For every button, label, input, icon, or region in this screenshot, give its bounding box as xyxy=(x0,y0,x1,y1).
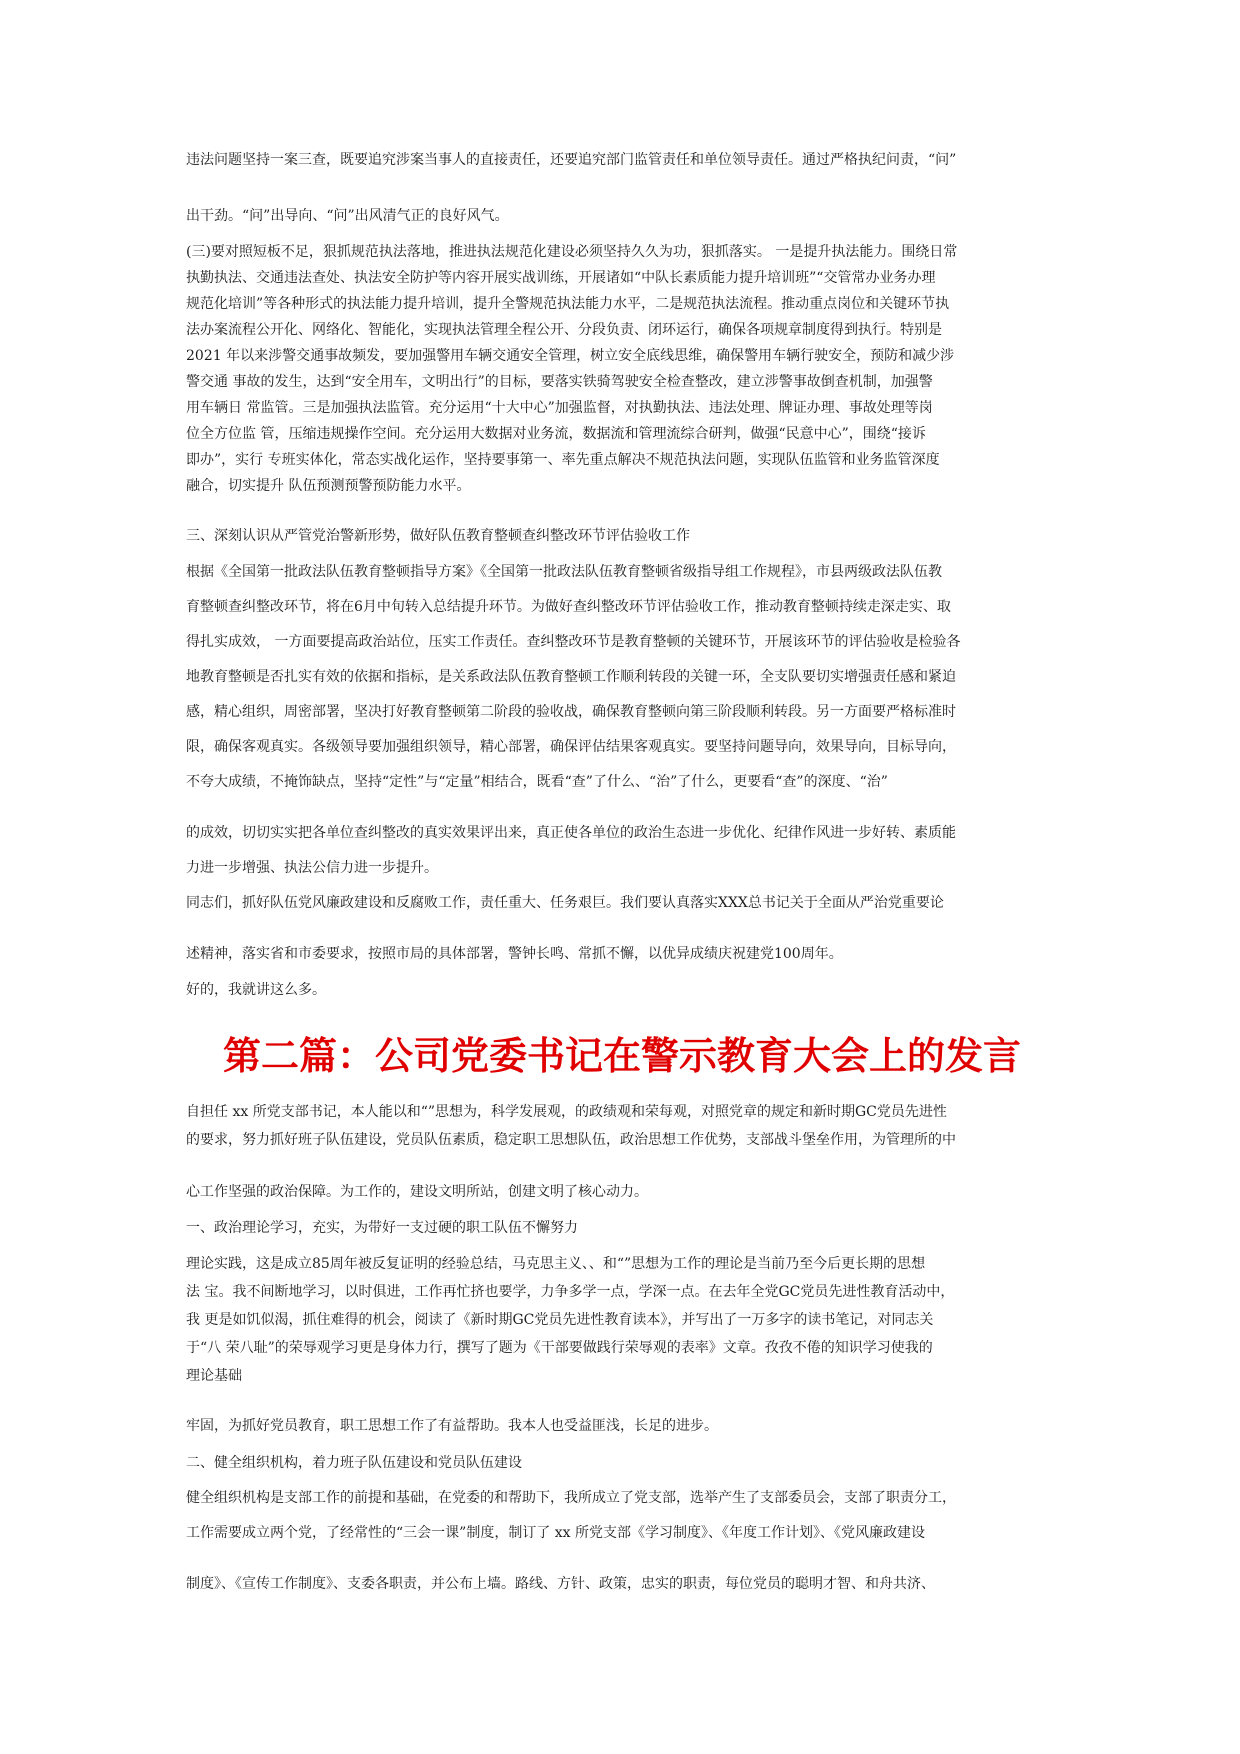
paragraph-line: 自担任 xx 所党支部书记，本人能以和“”思想为，科学发展观，的政绩观和荣每观，对照党章的规定和新时期GC党员先进性 xyxy=(186,1104,947,1120)
paragraph-line: 的成效，切切实实把各单位查纠整改的真实效果评出来，真正使各单位的政治生态进一步优化、纪律作风进一步好转、素质能 xyxy=(186,825,956,841)
paragraph-line: 牢固，为抓好党员教育，职工思想工作了有益帮助。我本人也受益匪浅，长足的进步。 xyxy=(186,1418,718,1434)
paragraph-line: 即办”，实行 专班实体化，常态实战化运作，坚持要事第一、率先重点解决不规范执法问题，实现队伍监管和业务监管深度 xyxy=(186,452,940,468)
paragraph-line: 根据《全国第一批政法队伍教育整顿指导方案》《全国第一批政法队伍教育整顿省级指导组工作规程》，市县两级政法队伍教 xyxy=(186,564,942,580)
paragraph-line: 于“八 荣八耻”的荣辱观学习更是身体力行，撰写了题为《干部要做践行荣辱观的表率》文章。孜孜不倦的知识学习使我的 xyxy=(186,1340,933,1356)
paragraph-line: 得扎实成效， 一方面要提高政治站位，压实工作责任。查纠整改环节是教育整顿的关键环节，开展该环节的评估验收是检验各 xyxy=(186,634,961,650)
paragraph-line: 制度》、《宣传工作制度》、支委各职责，并公布上墙。路线、方针、政策，忠实的职责，每位党员的聪明才智、和舟共济、 xyxy=(186,1576,935,1592)
paragraph-line: 法 宝。我不间断地学习，以时俱进，工作再忙挤也要学，力争多学一点，学深一点。在去年全党GC党员先进性教育活动中， xyxy=(186,1284,955,1300)
paragraph-line: 我 更是如饥似渴，抓住难得的机会，阅读了《新时期GC党员先进性教育读本》，并写出了一万多字的读书笔记，对同志关 xyxy=(186,1312,934,1328)
paragraph-line: 用车辆日 常监管。三是加强执法监管。充分运用“十大中心”加强监督，对执勤执法、违法处理、牌证办理、事故处理等岗 xyxy=(186,400,933,416)
paragraph-line: 不夸大成绩，不掩饰缺点，坚持“定性”与“定量”相结合，既看“查”了什么、“治”了什么，更要看“查”的深度、“治” xyxy=(186,774,888,790)
paragraph-line: 法办案流程公开化、网络化、智能化，实现执法管理全程公开、分段负责、闭环运行，确保各项规章制度得到执行。特别是 xyxy=(186,322,942,338)
paragraph-line: 位全方位监 管，压缩违规操作空间。充分运用大数据对业务流，数据流和管理流综合研判，做强“民意中心”，围绕“接诉 xyxy=(186,426,926,442)
paragraph-line: 的要求，努力抓好班子队伍建设，党员队伍素质，稳定职工思想队伍，政治思想工作优势，支部战斗堡垒作用，为管理所的中 xyxy=(186,1132,956,1148)
paragraph-line: 融合，切实提升 队伍预测预警预防能力水平。 xyxy=(186,478,471,494)
paragraph-line: 育整顿查纠整改环节，将在6月中旬转入总结提升环节。为做好查纠整改环节评估验收工作，推动教育整顿持续走深走实、取 xyxy=(186,599,951,615)
paragraph-line: 出干劲。“问”出导向、“问”出风清气正的良好风气。 xyxy=(186,208,509,224)
paragraph-line: 规范化培训”等各种形式的执法能力提升培训，提升全警规范执法能力水平，二是规范执法流程。推动重点岗位和关键环节执 xyxy=(186,296,950,312)
article-title: 第二篇：公司党委书记在警示教育大会上的发言 xyxy=(222,1034,1021,1078)
section-heading: 一、政治理论学习，充实，为带好一支过硬的职工队伍不懈努力 xyxy=(186,1220,578,1236)
paragraph-line: 违法问题坚持一案三查，既要追究涉案当事人的直接责任，还要追究部门监管责任和单位领导责任。通过严格执纪问责，“问” xyxy=(186,152,957,168)
paragraph-line: 工作需要成立两个党，了经常性的“三会一课”制度，制订了 xx 所党支部《学习制度》、《年度工作计划》、《党风廉政建设 xyxy=(186,1525,926,1541)
section-heading: 三、深刻认识从严管党治警新形势，做好队伍教育整顿查纠整改环节评估验收工作 xyxy=(186,528,690,544)
paragraph-line: (三)要对照短板不足，狠抓规范执法落地，推进执法规范化建设必须坚持久久为功，狠抓落实。 一是提升执法能力。围绕日常 xyxy=(186,244,958,260)
paragraph-line: 好的，我就讲这么多。 xyxy=(186,982,326,998)
paragraph-line: 2021 年以来涉警交通事故频发，要加强警用车辆交通安全管理，树立安全底线思维，确保警用车辆行驶安全，预防和减少涉 xyxy=(186,348,955,364)
paragraph-line: 地教育整顿是否扎实有效的依据和指标，是关系政法队伍教育整顿工作顺利转段的关键一环，全支队要切实增强责任感和紧迫 xyxy=(186,669,956,685)
section-heading: 二、健全组织机构，着力班子队伍建设和党员队伍建设 xyxy=(186,1455,522,1471)
paragraph-line: 同志们，抓好队伍党风廉政建设和反腐败工作，责任重大、任务艰巨。我们要认真落实XXX总书记关于全面从严治党重要论 xyxy=(186,895,944,911)
paragraph-line: 限，确保客观真实。各级领导要加强组织领导，精心部署，确保评估结果客观真实。要坚持问题导向，效果导向，目标导向， xyxy=(186,739,956,755)
paragraph-line: 感，精心组织，周密部署，坚决打好教育整顿第二阶段的验收战，确保教育整顿向第三阶段顺利转段。另一方面要严格标准时 xyxy=(186,704,956,720)
paragraph-line: 警交通 事故的发生，达到“安全用车，文明出行”的目标，要落实铁骑驾驶安全检查整改，建立涉警事故倒查机制，加强警 xyxy=(186,374,933,390)
paragraph-line: 心工作坚强的政治保障。为工作的，建设文明所站，创建文明了核心动力。 xyxy=(186,1184,648,1200)
paragraph-line: 健全组织机构是支部工作的前提和基础，在党委的和帮助下，我所成立了党支部，选举产生了支部委员会，支部了职责分工， xyxy=(186,1490,956,1506)
paragraph-line: 力进一步增强、执法公信力进一步提升。 xyxy=(186,860,438,876)
paragraph-line: 执勤执法、交通违法查处、执法安全防护等内容开展实战训练，开展诸如“中队长素质能力提升培训班”“交管常办业务办理 xyxy=(186,270,936,286)
paragraph-line: 述精神，落实省和市委要求，按照市局的具体部署，警钟长鸣、常抓不懈，以优异成绩庆祝建党100周年。 xyxy=(186,946,843,962)
paragraph-line: 理论实践，这是成立85周年被反复证明的经验总结，马克思主义、、和“”思想为工作的理论是当前乃至今后更长期的思想 xyxy=(186,1256,926,1272)
paragraph-line: 理论基础 xyxy=(186,1368,242,1384)
